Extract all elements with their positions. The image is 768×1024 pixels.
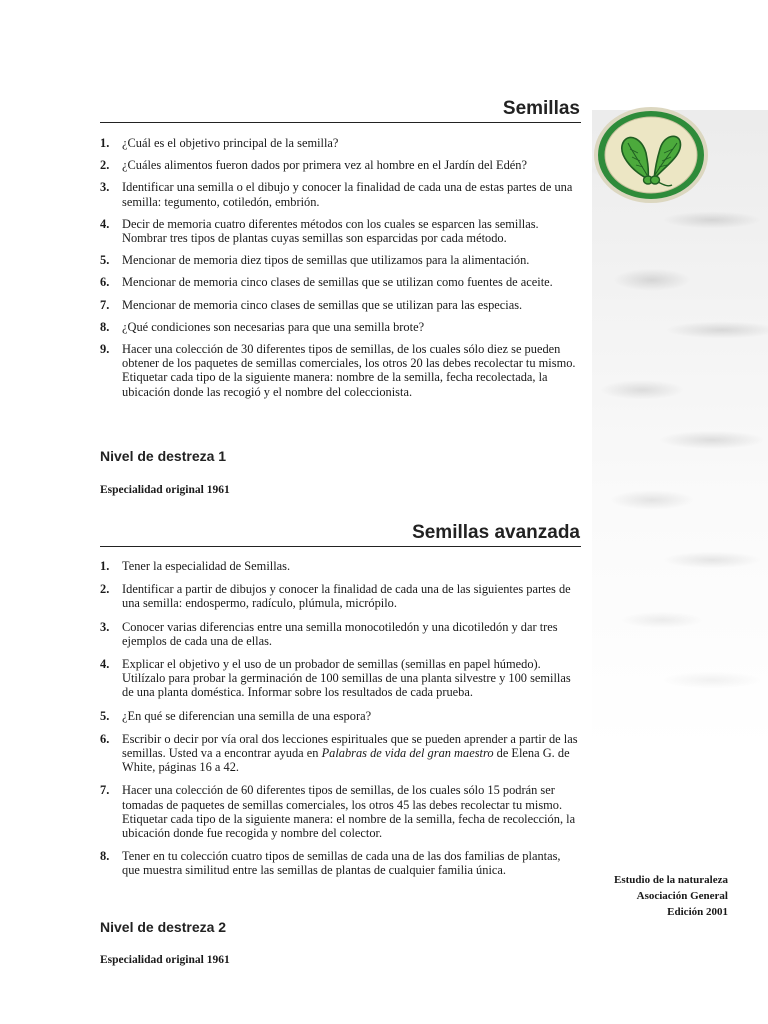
original-specialty-1: Especialidad original 1961	[100, 484, 230, 496]
requirement-text: Mencionar de memoria cinco clases de semillas que se utilizan para las especias.	[122, 297, 523, 312]
requirement-item	[100, 709, 581, 723]
requirement-text: Mencionar de memoria diez tipos de semillas que utilizamos para la alimentación.	[122, 253, 530, 268]
requirement-number: 6.	[100, 275, 110, 290]
imprint-line-subject: Estudio de la naturaleza	[614, 874, 728, 886]
requirement-text: Escribir o decir por vía oral dos lecciones espirituales que se pueden aprender a partir de las semillas. Usted va a encontrar ayuda en	[122, 731, 578, 761]
section-title-semillas: Semillas	[502, 98, 580, 119]
section-title-semillas-avanzada: Semillas avanzada	[412, 522, 580, 543]
requirement-text: Decir de memoria cuatro diferentes métodos con los cuales se esparcen las semillas. Nombrar tres tipos de plantas cuyas semillas son esparcidas por cada método.	[122, 216, 539, 246]
requirement-text: Hacer una colección de 30 diferentes tipos de semillas, de los cuales sólo diez se pueden obtener de los paquetes de semillas comerciales, los otros 20 las debes recolectar tu mismo. Etiquetar cada tipo de la siguiente manera: nombre de la semilla, fecha recolectada, la ubicación donde las recogió y el nombre del coleccionista.	[122, 342, 576, 399]
title-rule	[100, 122, 581, 123]
requirements-list-2	[100, 559, 581, 878]
requirement-item	[100, 298, 581, 312]
requirement-text: Identificar una semilla o el dibujo y conocer la finalidad de cada una de estas partes de una semilla: tegumento, cotiledón, embrión.	[122, 180, 573, 209]
requirement-number: 3.	[100, 180, 110, 195]
requirement-number: 4.	[100, 657, 110, 672]
original-specialty-2: Especialidad original 1961	[100, 954, 230, 966]
imprint-line-edition: Edición 2001	[667, 906, 728, 918]
requirement-text: Explicar el objetivo y el uso de un probador de semillas (semillas en papel húmedo). Utilízalo para probar la germinación de 100 semillas de una planta silvestre y 100 semillas de una planta doméstica. Informar sobre los resultados de cada prueba.	[122, 657, 571, 700]
requirement-item	[100, 582, 581, 610]
requirement-text: ¿Cuáles alimentos fueron dados por primera vez al hombre en el Jardín del Edén?	[122, 158, 527, 173]
skill-level-2: Nivel de destreza 2	[100, 919, 227, 935]
requirement-item	[100, 217, 581, 245]
requirements-list-1	[100, 136, 581, 399]
requirement-item	[100, 275, 581, 289]
requirement-number: 3.	[100, 619, 110, 634]
requirement-number: 7.	[100, 297, 110, 312]
requirement-item	[100, 342, 581, 399]
requirement-number: 7.	[100, 783, 110, 798]
requirement-item	[100, 732, 581, 775]
requirement-text: ¿Cuál es el objetivo principal de la semilla?	[122, 136, 339, 150]
requirement-number: 2.	[100, 158, 110, 173]
requirement-item	[100, 849, 581, 877]
requirement-number: 8.	[100, 319, 110, 334]
requirement-number: 4.	[100, 216, 110, 231]
requirement-item	[100, 253, 581, 267]
requirement-number: 6.	[100, 731, 110, 746]
requirement-number: 8.	[100, 849, 110, 864]
requirement-text: de Elena G. de White, páginas 16 a 42.	[122, 746, 570, 775]
skill-level-1: Nivel de destreza 1	[100, 448, 227, 464]
requirement-number: 5.	[100, 253, 110, 268]
book-title: Palabras de vida del gran maestro	[321, 746, 494, 761]
requirement-item	[100, 783, 581, 840]
imprint-line-publisher: Asociación General	[636, 890, 728, 902]
requirement-number: 9.	[100, 342, 110, 357]
requirement-number: 2.	[100, 582, 110, 597]
requirement-item	[100, 136, 581, 150]
requirement-item	[100, 620, 581, 648]
requirement-text: Identificar a partir de dibujos y conocer la finalidad de cada una de las siguientes partes de una semilla: endospermo, radículo, plúmula, micrópilo.	[122, 582, 571, 611]
requirement-item	[100, 180, 581, 208]
requirement-item	[100, 657, 581, 700]
title-rule	[100, 546, 581, 547]
requirement-text: Hacer una colección de 60 diferentes tipos de semillas, de los cuales sólo 15 podrán ser tomadas de paquetes de semillas comerciales, los otros 45 las debes recolectar tu mismo. Etiquetar cada tipo de la siguiente manera: el nombre de la semilla, fecha de recolección, la ubicación donde fue recogida y nombre del colector.	[122, 783, 576, 841]
requirement-item	[100, 320, 581, 334]
requirement-number: 1.	[100, 136, 110, 150]
requirement-text: Mencionar de memoria cinco clases de semillas que se utilizan como fuentes de aceite.	[122, 275, 553, 290]
requirement-number: 5.	[100, 708, 110, 723]
requirement-number: 1.	[100, 559, 110, 573]
seed-badge-icon	[592, 105, 710, 205]
requirement-item	[100, 158, 581, 172]
requirement-text: ¿En qué se diferencian una semilla de una espora?	[122, 708, 372, 723]
requirement-text: Tener en tu colección cuatro tipos de semillas de cada una de las dos familias de plantas, que muestra similitud entre las semillas de plantas de cualquier familia única.	[122, 849, 561, 878]
requirement-text: Conocer varias diferencias entre una semilla monocotiledón y una dicotiledón y dar tres ejemplos de cada una de ellas.	[122, 619, 558, 648]
decorative-sidebar-texture	[592, 110, 768, 750]
publication-imprint	[614, 872, 728, 920]
requirement-text: Tener la especialidad de Semillas.	[122, 559, 291, 573]
requirement-item	[100, 559, 581, 573]
requirement-text: ¿Qué condiciones son necesarias para que una semilla brote?	[122, 319, 425, 334]
